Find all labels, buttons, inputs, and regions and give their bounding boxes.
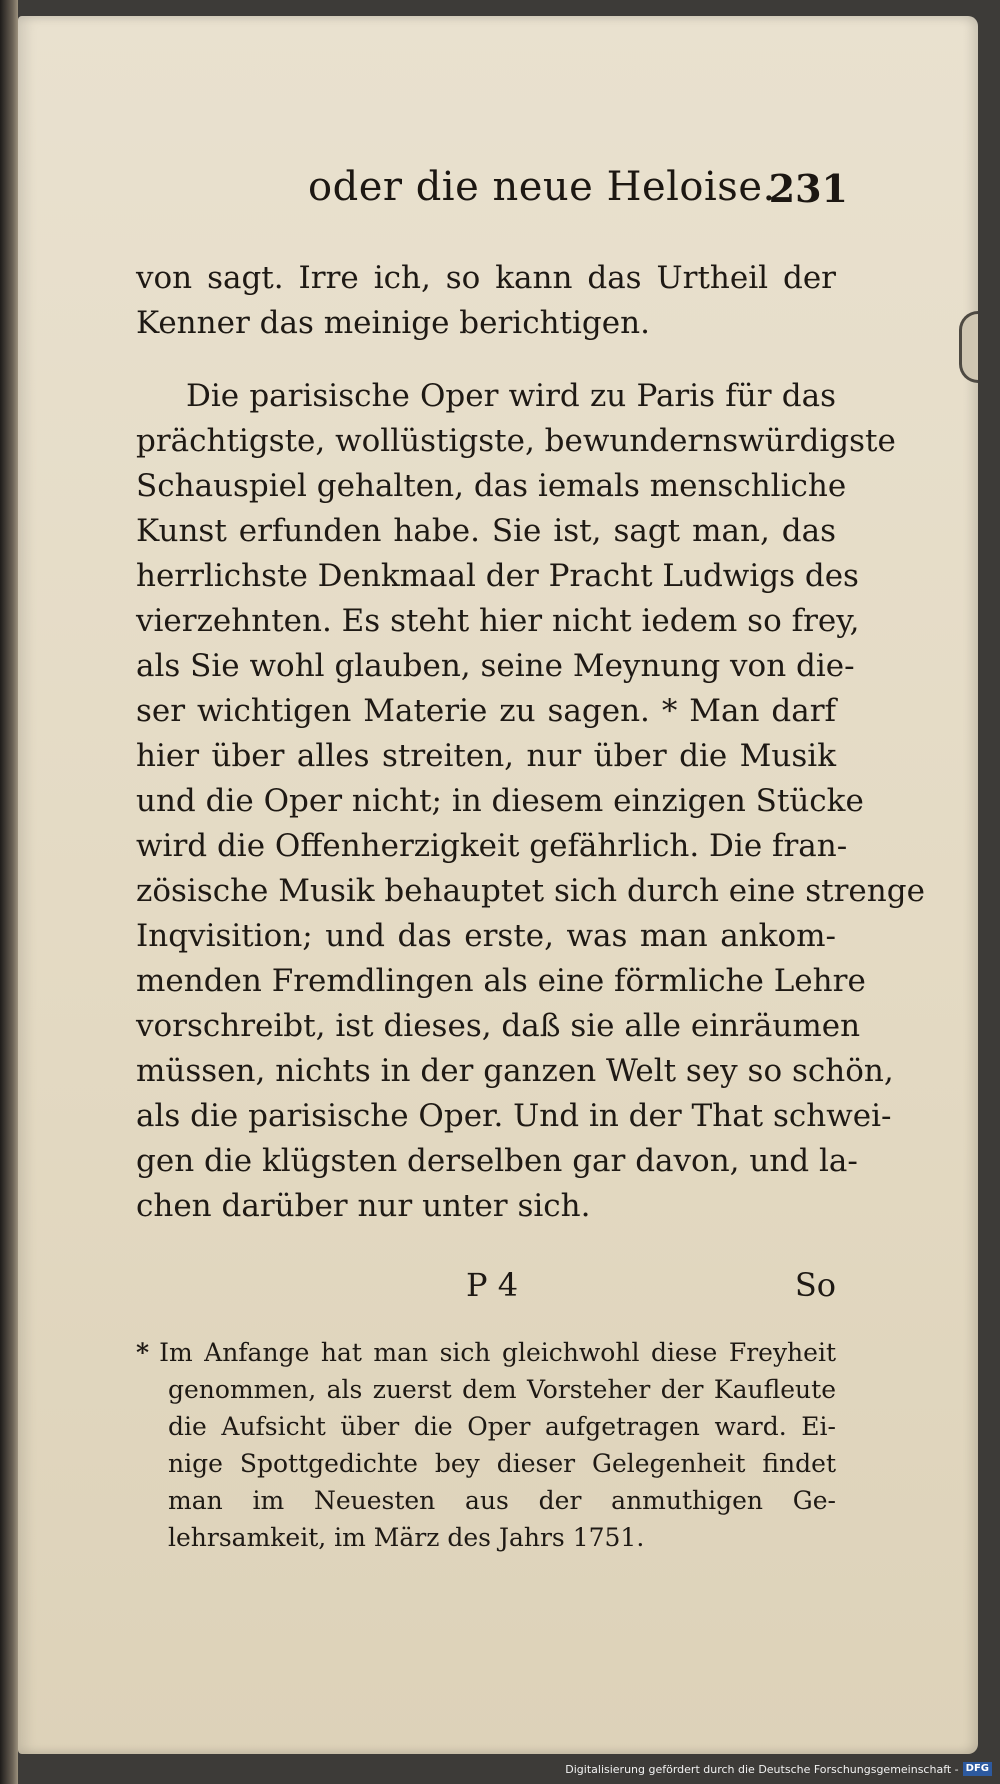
signature-mark: P 4 [466, 1266, 519, 1304]
page-number: 231 [768, 166, 848, 211]
text-line: chen darüber nur unter sich. [136, 1188, 591, 1224]
footnote-line: lehrsamkeit, im März des Jahrs 1751. [168, 1523, 645, 1552]
text-line: prächtigste, wollüstigste, bewundernswürdigste [136, 423, 896, 459]
page-edge-marker [959, 311, 978, 383]
text-line: von sagt. Irre ich, so kann das Urtheil der [136, 260, 836, 296]
text-line: zösische Musik behauptet sich durch eine strenge [136, 873, 925, 909]
footnote-line: die Aufsicht über die Oper aufgetragen ward. Ei- [168, 1412, 836, 1441]
footnote-line: genommen, als zuerst dem Vorsteher der Kaufleute [168, 1375, 836, 1404]
text-line: vierzehnten. Es steht hier nicht iedem so frey, [136, 603, 860, 639]
page-header [308, 164, 848, 224]
book-spine [0, 0, 18, 1784]
running-title: oder die neue Heloise. [308, 164, 776, 210]
text-line: vorschreibt, ist dieses, daß sie alle einräumen [136, 1008, 861, 1044]
text-line: hier über alles streiten, nur über die Musik [136, 738, 836, 774]
text-line: und die Oper nicht; in diesem einzigen Stücke [136, 783, 864, 819]
text-line: wird die Offenherzigkeit gefährlich. Die fran- [136, 828, 848, 864]
dfg-logo: DFG [963, 1762, 992, 1776]
footnote-line: nige Spottgedichte bey dieser Gelegenheit findet [168, 1449, 836, 1478]
text-line: als Sie wohl glauben, seine Meynung von die- [136, 648, 855, 684]
digitization-credit [565, 1760, 992, 1778]
text-line: ser wichtigen Materie zu sagen. * Man darf [136, 693, 836, 729]
catchword: So [794, 1266, 836, 1304]
book-page [18, 16, 978, 1754]
footnote-line [136, 1334, 836, 1371]
text-line: Inqvisition; und das erste, was man ankom- [136, 918, 836, 954]
signature-row [136, 1266, 836, 1314]
credit-text: Digitalisierung gefördert durch die Deutsche Forschungsgemeinschaft - [565, 1762, 959, 1776]
text-line: Kunst erfunden habe. Sie ist, sagt man, das [136, 513, 836, 549]
footnote [136, 1334, 836, 1556]
footnote-marker: * [136, 1338, 150, 1367]
text-line: als die parisische Oper. Und in der That schwei- [136, 1098, 892, 1134]
text-line: gen die klügsten derselben gar davon, und la- [136, 1143, 858, 1179]
body-text [136, 256, 925, 1229]
text-line: menden Fremdlingen als eine förmliche Lehre [136, 963, 866, 999]
text-line: herrlichste Denkmaal der Pracht Ludwigs des [136, 558, 859, 594]
footnote-line: man im Neuesten aus der anmuthigen Ge- [168, 1486, 836, 1515]
text-line: Schauspiel gehalten, das iemals menschliche [136, 468, 847, 504]
text-line: müssen, nichts in der ganzen Welt sey so schön, [136, 1053, 894, 1089]
text-line: Kenner das meinige berichtigen. [136, 305, 650, 341]
text-line: Die parisische Oper wird zu Paris für das [186, 378, 836, 414]
footnote-line-text: Im Anfange hat man sich gleichwohl diese Freyheit [159, 1338, 836, 1367]
